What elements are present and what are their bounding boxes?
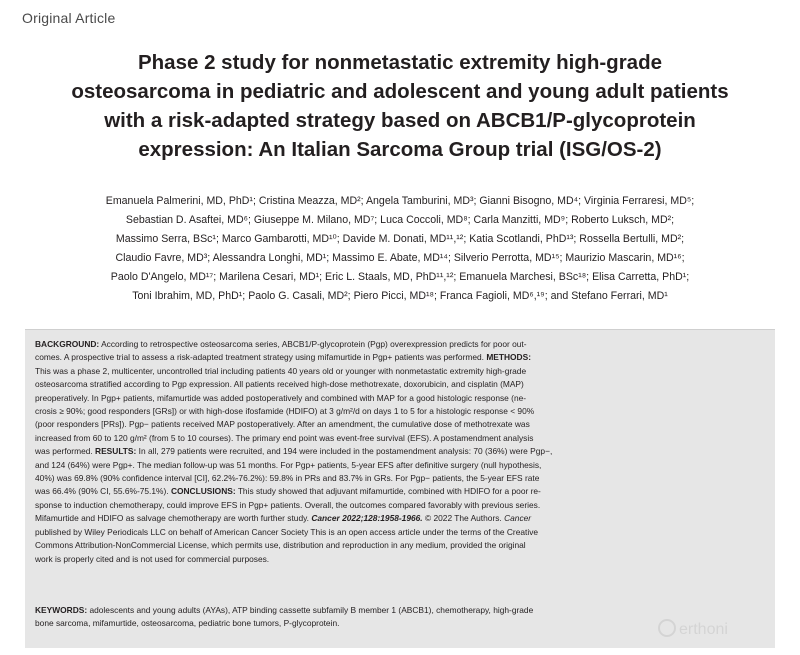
citation: Cancer 2022;128:1958-1966. — [311, 513, 423, 524]
abstract-line: sponse to induction chemotherapy, could improve EFS in Pgp+ patients. Overall, the outcomes compared favorably with previous series. — [35, 499, 541, 510]
title-line: osteosarcoma in pediatric and adolescent and young adult patients — [71, 80, 729, 103]
keywords-line: bone sarcoma, mifamurtide, osteosarcoma, pediatric bone tumors, P-glycoprotein. — [35, 618, 340, 629]
title-line: with a risk-adapted strategy based on ABCB1/P-glycoprotein — [104, 109, 696, 132]
author-line: Massimo Serra, BSc¹; Marco Gambarotti, MD¹⁰; Davide M. Donati, MD¹¹,¹²; Katia Scotlandi, PhD¹³; Rossella Bertulli, MD²; — [115, 233, 685, 245]
author-line: Claudio Favre, MD³; Alessandra Longhi, MD¹; Massimo E. Abate, MD¹⁴; Silverio Perrotta, MD¹⁵; Maurizio Mascarin, MD¹⁶; — [115, 252, 685, 264]
journal-name: Cancer — [504, 513, 532, 524]
abstract-line: published by Wiley Periodicals LLC on behalf of American Cancer Society This is an open access article under the terms of the Creative — [35, 526, 539, 537]
abstract-line — [35, 351, 767, 364]
author-list — [18, 192, 782, 306]
abstract-text-run: was 66.4% (90% CI, 55.6%-75.1%). — [35, 486, 169, 497]
abstract-text-run: was performed. — [35, 446, 93, 457]
keywords-label: KEYWORDS: — [35, 605, 88, 615]
abstract-line: crosis ≥ 90%; good responders [GRs]) or with high-dose ifosfamide (HDIFO) at 3 g/m²/d on days 1 to 5 for a histologic response < 90% — [35, 406, 535, 417]
author-line: Emanuela Palmerini, MD, PhD¹; Cristina Meazza, MD²; Angela Tamburini, MD³; Gianni Bisogno, MD⁴; Virginia Ferraresi, MD⁵; — [105, 195, 695, 207]
methods-label: METHODS: — [486, 352, 531, 363]
author-line: Sebastian D. Asaftei, MD⁶; Giuseppe M. Milano, MD⁷; Luca Coccoli, MD⁸; Carla Manzitti, MD⁹; Roberto Luksch, MD²; — [125, 214, 675, 226]
abstract-line — [35, 445, 767, 458]
abstract-line: osteosarcoma stratified according to Pgp expression. All patients received high-dose methotrexate, doxorubicin, and cisplatin (MAP) — [35, 379, 524, 390]
author-line: Paolo D'Angelo, MD¹⁷; Marilena Cesari, MD¹; Eric L. Staals, MD, PhD¹¹,¹²; Emanuela Marchesi, BSc¹⁸; Elisa Carretta, PhD¹; — [110, 271, 690, 283]
copyright-text: © 2022 The Authors. — [424, 513, 502, 524]
watermark-text: erthoni — [679, 621, 728, 638]
background-label: BACKGROUND: — [35, 339, 100, 349]
article-type-label: Original Article — [22, 10, 116, 26]
abstract-line: 40%) was 69.8% (90% confidence interval [CI], 62.2%-76.2%): 59.8% in PRs and 83.7% in GRs. For Pgp− patients, the 5-year EFS rate — [35, 473, 540, 484]
author-line: Toni Ibrahim, MD, PhD¹; Paolo G. Casali, MD²; Piero Picci, MD¹⁸; Franca Fagioli, MD⁶,¹⁹; and Stefano Ferrari, MD¹ — [132, 290, 668, 302]
abstract-line: preoperatively. In Pgp+ patients, mifamurtide was added postoperatively and combined with MAP for a good histologic response (ne- — [35, 392, 527, 403]
conclusions-label: CONCLUSIONS: — [170, 486, 236, 497]
abstract-line — [35, 512, 767, 525]
abstract-text-run: Mifamurtide and HDIFO as salvage chemotherapy are worth further study. — [35, 513, 310, 524]
results-label: RESULTS: — [95, 446, 137, 457]
article-title — [40, 48, 760, 164]
abstract-box — [25, 329, 775, 648]
abstract-line: increased from 60 to 120 g/m² (from 5 to 10 courses). The primary end point was event-free survival (EFS). A postamendment analysis — [35, 432, 534, 443]
abstract-text — [35, 338, 767, 566]
abstract-text-run: comes. A prospective trial to assess a risk-adapted treatment strategy using mifamurtide in Pgp+ patients was performed. — [35, 352, 484, 363]
abstract-line: This was a phase 2, multicenter, uncontrolled trial including patients 40 years old or younger with nonmetastatic extremity high-grade — [35, 365, 527, 376]
abstract-line: work is properly cited and is not used for commercial purposes. — [35, 553, 270, 564]
abstract-line: and 124 (64%) were Pgp+. The median follow-up was 51 months. For Pgp+ patients, 5-year EFS after definitive surgery (null hypothesis, — [35, 459, 542, 470]
abstract-line: Commons Attribution-NonCommercial License, which permits use, distribution and reproduction in any medium, provided the original — [35, 540, 526, 551]
title-line: expression: An Italian Sarcoma Group trial (ISG/OS-2) — [138, 138, 662, 161]
abstract-line — [35, 338, 767, 351]
abstract-text-run: This study showed that adjuvant mifamurtide, combined with HDIFO for a poor re- — [237, 486, 541, 497]
watermark-logo — [657, 616, 767, 640]
abstract-line: (poor responders [PRs]). Pgp− patients received MAP postoperatively. After an amendment, the cumulative dose of methotrexate was — [35, 419, 530, 430]
abstract-line — [35, 485, 767, 498]
keywords-text: adolescents and young adults (AYAs), ATP binding cassette subfamily B member 1 (ABCB1), chemotherapy, high-grade — [89, 605, 534, 615]
title-line: Phase 2 study for nonmetastatic extremity high-grade — [137, 51, 663, 74]
abstract-text-run: According to retrospective osteosarcoma series, ABCB1/P-glycoprotein (Pgp) overexpression predicts for poor out- — [101, 339, 527, 349]
abstract-text-run: In all, 279 patients were recruited, and 194 were included in the postamendment analysis: 70 (36%) were Pgp−, — [138, 446, 553, 457]
